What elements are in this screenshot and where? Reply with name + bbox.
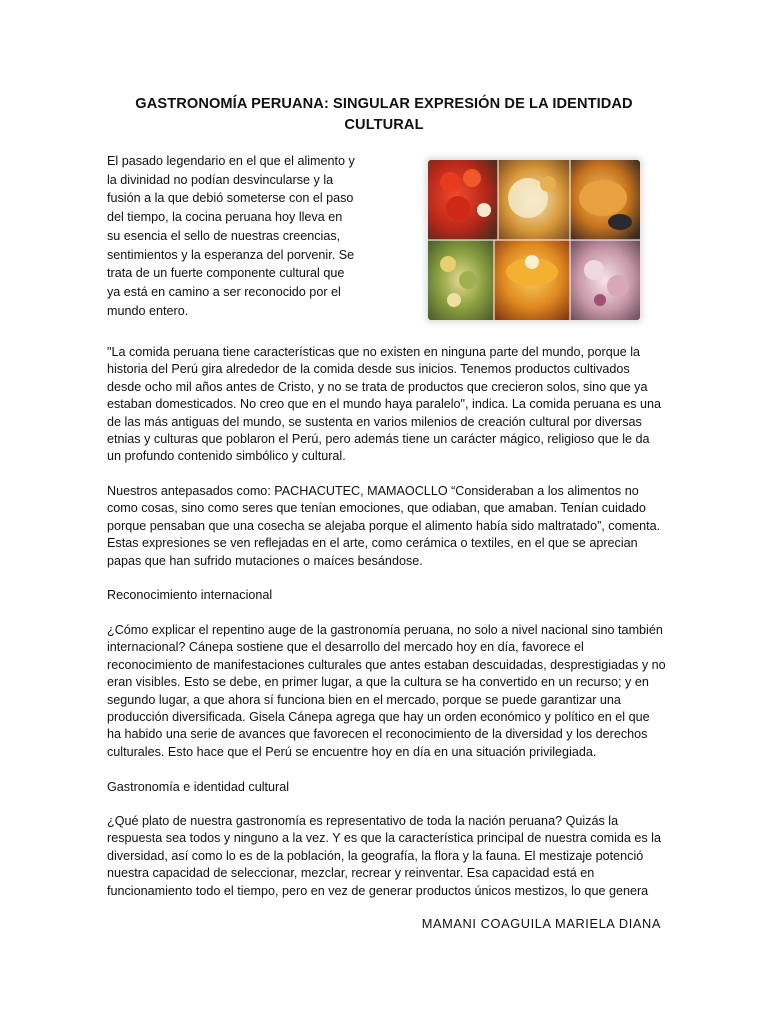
intro-paragraph: El pasado legendario en el que el alimento y la divinidad no podían desvincularse y la fusión a la que debió someterse con el paso del tiempo, la cocina peruana hoy lleva en su esencia el sello de nuestras creencias, sentimientos y la esperanza del porvenir. Se trata de un fuerte componente cultural que ya está en camino a ser reconocido por el mundo entero. xyxy=(107,154,355,318)
author-name: MAMANI COAGUILA MARIELA DIANA xyxy=(421,916,661,931)
section-heading-identidad: Gastronomía e identidad cultural xyxy=(107,780,290,794)
paragraph-3: ¿Cómo explicar el repentino auge de la gastronomía peruana, no solo a nivel nacional sino también internacional? Cánepa sostiene que el desarrollo del mercado hoy en día, favorece el reconocimiento de manifestaciones culturales que antes estaban descuidadas, desprestigiadas y no eran visibles. Esto se debe, en primer lugar, a que la cultura se ha convertido en un recurso; y en segundo lugar, a que ahora sí funciona bien en el mercado, porque se puede garantizar una producción diversificada. Gisela Cánepa agrega que hay un orden económico y político en el que ha habido una serie de avances que favorecen el reconocimiento de la diversidad y los derechos culturales. Esto hace que el Perú se encuentre hoy en día en una situación privilegiada. xyxy=(107,623,666,759)
paragraph-2: Nuestros antepasados como: PACHACUTEC, MAMAOCLLO “Consideraban a los alimentos no como cosas, sino como seres que tenían emociones, que odiaban, que amaban. Tenían cuidado porque pensaban que una cosecha se alejaba porque el alimento había sido maltratado”, comenta. Estas expresiones se ven reflejadas en el arte, como cerámica o textiles, en el que se aprecian papas que han sufrido mutaciones o maíces besándose. xyxy=(107,484,661,568)
section-heading-reconocimiento: Reconocimiento internacional xyxy=(107,588,273,602)
paragraph-4: ¿Qué plato de nuestra gastronomía es representativo de toda la nación peruana? Quizás la respuesta sea todos y ninguno a la vez. Y es que la característica principal de nuestra comida es la diversidad, así como lo es de la población, la geografía, la flora y la fauna. El mestizaje potenció nuestra capacidad de seleccionar, mezclar, recrear y reinventar. Esa capacidad está en funcionamiento todo el tiempo, pero en vez de generar productos únicos mestizos, lo que genera xyxy=(107,814,661,898)
food-collage-illustration xyxy=(428,160,640,320)
document-title: GASTRONOMÍA PERUANA: SINGULAR EXPRESIÓN DE LA IDENTIDAD CULTURAL xyxy=(135,96,633,133)
paragraph-1: "La comida peruana tiene características que no existen en ninguna parte del mundo, porque la historia del Perú gira alrededor de la comida desde sus inicios. Tenemos productos cultivados desde ocho mil años antes de Cristo, y no se trata de productos que crecieron solos, sino que ya estaban domesticados. No creo que en el mundo haya paralelo", indica. La comida peruana es una de las más antiguas del mundo, se sustenta en varios milenios de creación cultural por diversas etnias y culturas que poblaron el Perú, pero además tiene un carácter mágico, religioso que le da un profundo contenido simbólico y cultural. xyxy=(107,345,662,464)
food-collage-image xyxy=(428,160,640,320)
